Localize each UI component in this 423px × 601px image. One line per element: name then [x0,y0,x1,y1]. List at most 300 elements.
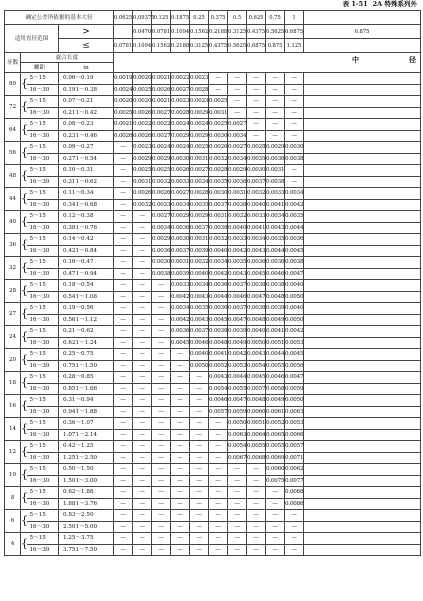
table-row [5,464,421,476]
range-gt-row [5,25,421,39]
thread-count-cell: 80 [5,73,21,96]
tolerance-cell: 0.0031 [190,234,209,246]
tolerance-cell: 0.0048 [247,314,266,326]
tolerance-cell: 0.0040 [228,222,247,234]
table-row [5,142,421,154]
tolerance-cell: — [171,395,190,407]
tolerance-cell: — [114,521,133,533]
table-row [5,475,421,487]
diam-label: 径 [409,55,417,64]
tolerance-cell: — [114,211,133,223]
tolerance-cell: 0.0050 [247,337,266,349]
pitch-cell: 16～30 [27,475,59,487]
header-blank [304,11,421,25]
tolerance-cell: 0.0029 [133,153,152,165]
tolerance-cell: 0.0020 [133,73,152,85]
pitch-cell: 16～30 [27,452,59,464]
tolerance-cell: — [266,130,285,142]
thread-count-cell: 48 [5,165,21,188]
tolerance-cell: — [152,406,171,418]
tolerance-cell: — [114,142,133,154]
tolerance-cell: 0.0038 [152,268,171,280]
table-row [5,268,421,280]
brace-icon: { [21,441,27,464]
length-in-cell: 1.881～3.76 [59,498,114,510]
range-gt-cell: 0.0470 [133,25,152,39]
tolerance-cell: 0.0023 [190,73,209,85]
blank-cell [304,487,421,499]
tolerance-cell: — [190,406,209,418]
pitch-cell: 16～30 [27,222,59,234]
tolerance-cell: 0.0043 [247,245,266,257]
tolerance-cell: — [133,533,152,545]
tolerance-cell: 0.0055 [266,360,285,372]
basic-major-cell: 0.0625 [114,11,133,25]
tolerance-cell: 0.0055 [247,441,266,453]
tolerance-cell: — [171,498,190,510]
pitch-cell: 5～15 [27,510,59,522]
basic-major-cell: 0.75 [266,11,285,25]
table-row [5,452,421,464]
length-in-cell: 1.071～2.14 [59,429,114,441]
table-row [5,314,421,326]
table-row [5,303,421,315]
tolerance-cell: — [133,395,152,407]
tolerance-cell: 0.0037 [171,245,190,257]
tolerance-cell: — [133,349,152,361]
tolerance-cell: — [190,383,209,395]
tolerance-cell: — [114,544,133,556]
tolerance-cell: — [133,418,152,430]
tolerance-cell: — [209,475,228,487]
tolerance-cell: 0.0037 [228,303,247,315]
gt-symbol: > [59,25,114,39]
tolerance-cell: 0.0058 [266,383,285,395]
tolerance-cell: 0.0032 [247,188,266,200]
tolerance-cell: — [133,487,152,499]
tolerance-cell: 0.0046 [228,291,247,303]
thread-count-cell: 12 [5,441,21,464]
table-row [5,188,421,200]
tolerance-cell: — [247,107,266,119]
tolerance-cell: — [114,268,133,280]
blank-cell [304,510,421,522]
pitch-cell: 16～30 [27,383,59,395]
thread-count-cell: 6 [5,510,21,533]
length-in-cell: 0.11～0.34 [59,188,114,200]
tolerance-cell: — [209,521,228,533]
tolerance-cell: 0.0052 [209,360,228,372]
tolerance-cell: 0.0047 [285,372,304,384]
tolerance-cell: 0.0047 [247,291,266,303]
tolerance-cell: 0.0020 [133,96,152,108]
tolerance-cell: 0.0020 [114,96,133,108]
tolerance-cell: — [114,303,133,315]
tolerance-cell: — [228,533,247,545]
tolerance-cell: 0.0030 [285,142,304,154]
tolerance-cell: — [133,498,152,510]
tolerance-cell: 0.0025 [190,142,209,154]
tolerance-cell: 0.0045 [171,337,190,349]
tolerance-cell: 0.0025 [133,84,152,96]
tolerance-cell: — [209,498,228,510]
tolerance-cell: — [133,337,152,349]
tolerance-cell: 0.0054 [209,383,228,395]
tolerance-cell: — [171,487,190,499]
table-row [5,326,421,338]
blank-cell [304,257,421,269]
blank-cell [304,464,421,476]
brace-icon: { [21,165,27,188]
tolerance-cell: — [285,130,304,142]
length-in-cell: 0.07～0.21 [59,96,114,108]
tolerance-cell: 0.0063 [228,429,247,441]
tolerance-cell: 0.0029 [190,130,209,142]
tolerance-cell: 0.0071 [285,452,304,464]
tolerance-cell: — [247,498,266,510]
tolerance-cell: 0.0034 [209,257,228,269]
tolerance-cell: 0.0034 [228,153,247,165]
tolerance-cell: 0.0040 [209,245,228,257]
tolerance-cell: — [114,314,133,326]
tolerance-cell: 0.0041 [266,199,285,211]
length-in-cell: 2.501～5.00 [59,521,114,533]
brace-icon: { [21,119,27,142]
tolerance-cell: 0.0039 [266,303,285,315]
tolerance-cell: — [152,349,171,361]
thread-count-cell: 16 [5,395,21,418]
brace-icon: { [21,510,27,533]
thread-tolerance-table [4,10,421,556]
tolerance-cell: — [133,234,152,246]
tolerance-cell: — [133,280,152,292]
tolerance-cell: 0.0035 [266,234,285,246]
tolerance-cell: — [190,464,209,476]
tolerance-cell: 0.0064 [247,429,266,441]
range-le-cell: 0.6875 [247,39,266,53]
blank-cell [304,280,421,292]
tolerance-cell: 0.0037 [209,199,228,211]
tolerance-cell: 0.0054 [247,360,266,372]
tolerance-cell: 0.0023 [190,96,209,108]
tolerance-cell: 0.0026 [152,188,171,200]
tolerance-cell: — [171,510,190,522]
brace-icon: { [21,418,27,441]
tolerance-cell: 0.0040 [247,199,266,211]
basic-major-label: 确定公差所依据的基本大径 [5,11,114,25]
tolerance-cell: — [133,326,152,338]
tolerance-cell: 0.0028 [209,165,228,177]
length-in-cell: 0.19～0.56 [59,303,114,315]
range-le-cell: 0.4375 [209,39,228,53]
tolerance-cell: 0.0045 [285,245,304,257]
tolerance-cell: 0.0021 [114,119,133,131]
tolerance-cell: 0.0036 [171,222,190,234]
tolerance-cell: 0.0045 [247,268,266,280]
tolerance-cell: — [114,165,133,177]
tolerance-cell: 0.0047 [228,314,247,326]
tolerance-cell: 0.0035 [247,153,266,165]
tolerance-cell: — [152,533,171,545]
range-gt-cell: 0.2188 [209,25,228,39]
tolerance-cell: 0.0035 [285,211,304,223]
blank-cell [304,314,421,326]
tolerance-cell: 0.0038 [266,176,285,188]
pitch-cell: 5～15 [27,257,59,269]
tolerance-cell: — [228,544,247,556]
pitch-cell: 5～15 [27,142,59,154]
thread-count-cell: 10 [5,464,21,487]
tolerance-cell: — [114,176,133,188]
length-in-cell: 0.10～0.31 [59,165,114,177]
tolerance-cell: 0.0036 [266,153,285,165]
tolerance-cell: 0.0044 [285,222,304,234]
tolerance-cell: 0.0036 [209,303,228,315]
tolerance-cell: 0.0028 [171,107,190,119]
tolerance-cell: 0.0027 [228,142,247,154]
blank-cell [304,383,421,395]
pitch-cell: 5～15 [27,188,59,200]
tolerance-cell: 0.0025 [133,165,152,177]
range-le-cell: 0.3125 [190,39,209,53]
tolerance-cell: — [266,107,285,119]
blank-cell [304,349,421,361]
tolerance-cell: 0.0043 [247,349,266,361]
pitch-cell: 16～30 [27,291,59,303]
pitch-cell: 16～30 [27,245,59,257]
pitch-cell: 16～30 [27,199,59,211]
blank-cell [304,544,421,556]
tolerance-cell: 0.0045 [285,349,304,361]
tolerance-cell: 0.0055 [228,383,247,395]
blank-cell [304,452,421,464]
tolerance-cell: 0.0053 [228,360,247,372]
pitch-cell: 5～15 [27,211,59,223]
tolerance-cell: — [114,326,133,338]
tolerance-cell: 0.0032 [190,257,209,269]
blank-cell [304,291,421,303]
length-in-cell: 0.21～0.62 [59,326,114,338]
brace-icon: { [21,487,27,510]
tolerance-cell: — [114,222,133,234]
brace-icon: { [21,211,27,234]
tolerance-cell: 0.0021 [152,96,171,108]
table-row [5,84,421,96]
pitch-cell: 16～30 [27,544,59,556]
blank-cell [304,418,421,430]
tolerance-cell: 0.0027 [190,165,209,177]
tolerance-cell: — [247,84,266,96]
tolerance-cell: — [190,544,209,556]
tolerance-cell: — [114,418,133,430]
length-in-cell: 0.311～0.62 [59,176,114,188]
tolerance-cell: — [190,475,209,487]
tolerance-cell: 0.0032 [133,199,152,211]
brace-icon: { [21,234,27,257]
pitch-cell: 5～15 [27,326,59,338]
tolerance-cell: — [228,487,247,499]
tolerance-cell: 0.0024 [190,119,209,131]
table-title: 2A 特殊系列外 [372,0,417,8]
tolerance-cell: — [190,521,209,533]
tolerance-cell: — [152,498,171,510]
tolerance-cell: 0.0035 [228,257,247,269]
tolerance-cell: 0.0042 [228,245,247,257]
tolerance-cell: — [133,222,152,234]
blank-cell [304,73,421,85]
brace-icon: { [21,280,27,303]
tolerance-cell: — [114,360,133,372]
tolerance-cell: 0.0026 [209,142,228,154]
tolerance-cell: 0.0032 [152,176,171,188]
tolerance-cell: — [114,188,133,200]
tolerance-cell: 0.0023 [133,142,152,154]
pitch-cell: 5～15 [27,441,59,453]
thread-count-cell: 8 [5,487,21,510]
pitch-cell: 5～15 [27,303,59,315]
tolerance-cell: 0.0051 [247,418,266,430]
table-row [5,107,421,119]
length-in-cell: 0.42～1.25 [59,441,114,453]
tolerance-cell: 0.0031 [171,257,190,269]
tolerance-cell: 0.0047 [228,395,247,407]
engagement-label: 旋合长度 [21,53,114,63]
tolerance-cell: 0.0042 [285,199,304,211]
basic-major-row [5,11,421,25]
tolerance-cell: 0.0062 [285,464,304,476]
tolerance-cell: — [285,107,304,119]
blank-cell [304,360,421,372]
tolerance-cell: — [266,119,285,131]
tolerance-cell: 0.0031 [266,165,285,177]
tolerance-cell: 0.0048 [247,395,266,407]
tolerance-cell: 0.0039 [228,326,247,338]
tolerance-cell: — [171,418,190,430]
tolerance-cell: — [209,84,228,96]
tolerance-cell: 0.0039 [171,268,190,280]
tolerance-cell: 0.0041 [209,349,228,361]
tolerance-cell: 0.0057 [209,406,228,418]
brace-icon: { [21,96,27,119]
tolerance-cell: 0.0043 [209,372,228,384]
tolerance-cell: — [152,418,171,430]
tolerance-cell: — [152,441,171,453]
tolerance-cell: — [133,314,152,326]
tolerance-cell: 0.0050 [285,314,304,326]
thread-count-cell: 18 [5,372,21,395]
tolerance-cell: 0.0036 [266,257,285,269]
pitch-cell: 5～15 [27,349,59,361]
pitch-cell: 16～30 [27,406,59,418]
tolerance-cell: — [171,429,190,441]
tolerance-cell: 0.0034 [247,234,266,246]
tolerance-cell: 0.0036 [247,257,266,269]
range-gt-cell: 0.875 [304,25,421,39]
basic-major-cell: 0.375 [209,11,228,25]
table-row [5,521,421,533]
tolerance-cell: 0.0038 [247,303,266,315]
tolerance-cell: — [285,165,304,177]
blank-cell [304,165,421,177]
table-row [5,418,421,430]
tolerance-cell: — [114,498,133,510]
tolerance-cell: — [209,452,228,464]
tolerance-cell: 0.0038 [285,153,304,165]
basic-major-cell: 0.5 [228,11,247,25]
table-row [5,119,421,131]
table-row [5,234,421,246]
tolerance-cell: 0.0026 [133,188,152,200]
tolerance-cell: 0.0059 [285,383,304,395]
tolerance-cell: — [152,360,171,372]
tolerance-cell: 0.0049 [266,395,285,407]
tolerance-cell: 0.0065 [266,429,285,441]
table-row [5,406,421,418]
blank-cell [304,372,421,384]
range-le-cell: 0.1562 [152,39,171,53]
tolerance-cell: — [133,441,152,453]
tolerance-cell: — [190,372,209,384]
tolerance-cell: — [247,544,266,556]
tolerance-cell: — [152,372,171,384]
tolerance-cell: — [114,406,133,418]
tolerance-cell: — [285,73,304,85]
tolerance-cell: — [114,199,133,211]
tolerance-cell: 0.0030 [209,188,228,200]
blank-cell [304,222,421,234]
tolerance-cell: 0.0045 [209,314,228,326]
blank-cell [304,107,421,119]
tolerance-cell: 0.0049 [228,337,247,349]
tolerance-cell: — [152,314,171,326]
tolerance-cell: 0.0055 [266,441,285,453]
tolerance-cell: 0.0036 [228,176,247,188]
brace-icon: { [21,395,27,418]
tolerance-cell: 0.0025 [209,96,228,108]
tolerance-cell: — [209,487,228,499]
tolerance-cell: 0.0021 [152,73,171,85]
tolerance-cell: — [247,73,266,85]
tolerance-cell: 0.0069 [266,452,285,464]
pitch-cell: 16～30 [27,314,59,326]
tolerance-cell: 0.0035 [190,199,209,211]
blank-cell [304,84,421,96]
tolerance-cell: — [152,303,171,315]
tolerance-cell: 0.0025 [209,119,228,131]
length-in-cell: 0.25～0.75 [59,349,114,361]
thread-count-cell: 20 [5,349,21,372]
brace-icon: { [21,188,27,211]
pitch-cell: 5～15 [27,418,59,430]
range-gt-cell: 0.4375 [247,25,266,39]
tolerance-cell: 0.0030 [171,153,190,165]
table-row [5,96,421,108]
brace-icon: { [21,73,27,96]
tolerance-cell: 0.0053 [285,418,304,430]
tolerance-cell: — [209,418,228,430]
tolerance-cell: 0.0060 [266,464,285,476]
tolerance-cell: 0.0038 [209,326,228,338]
pitch-cell: 16～30 [27,337,59,349]
tolerance-cell: 0.0040 [285,303,304,315]
table-row [5,73,421,85]
tolerance-cell: — [228,498,247,510]
thread-count-cell: 32 [5,257,21,280]
tolerance-cell: 0.0056 [285,360,304,372]
blank-cell [304,326,421,338]
tolerance-cell: 0.0027 [152,107,171,119]
tolerance-cell: — [133,257,152,269]
